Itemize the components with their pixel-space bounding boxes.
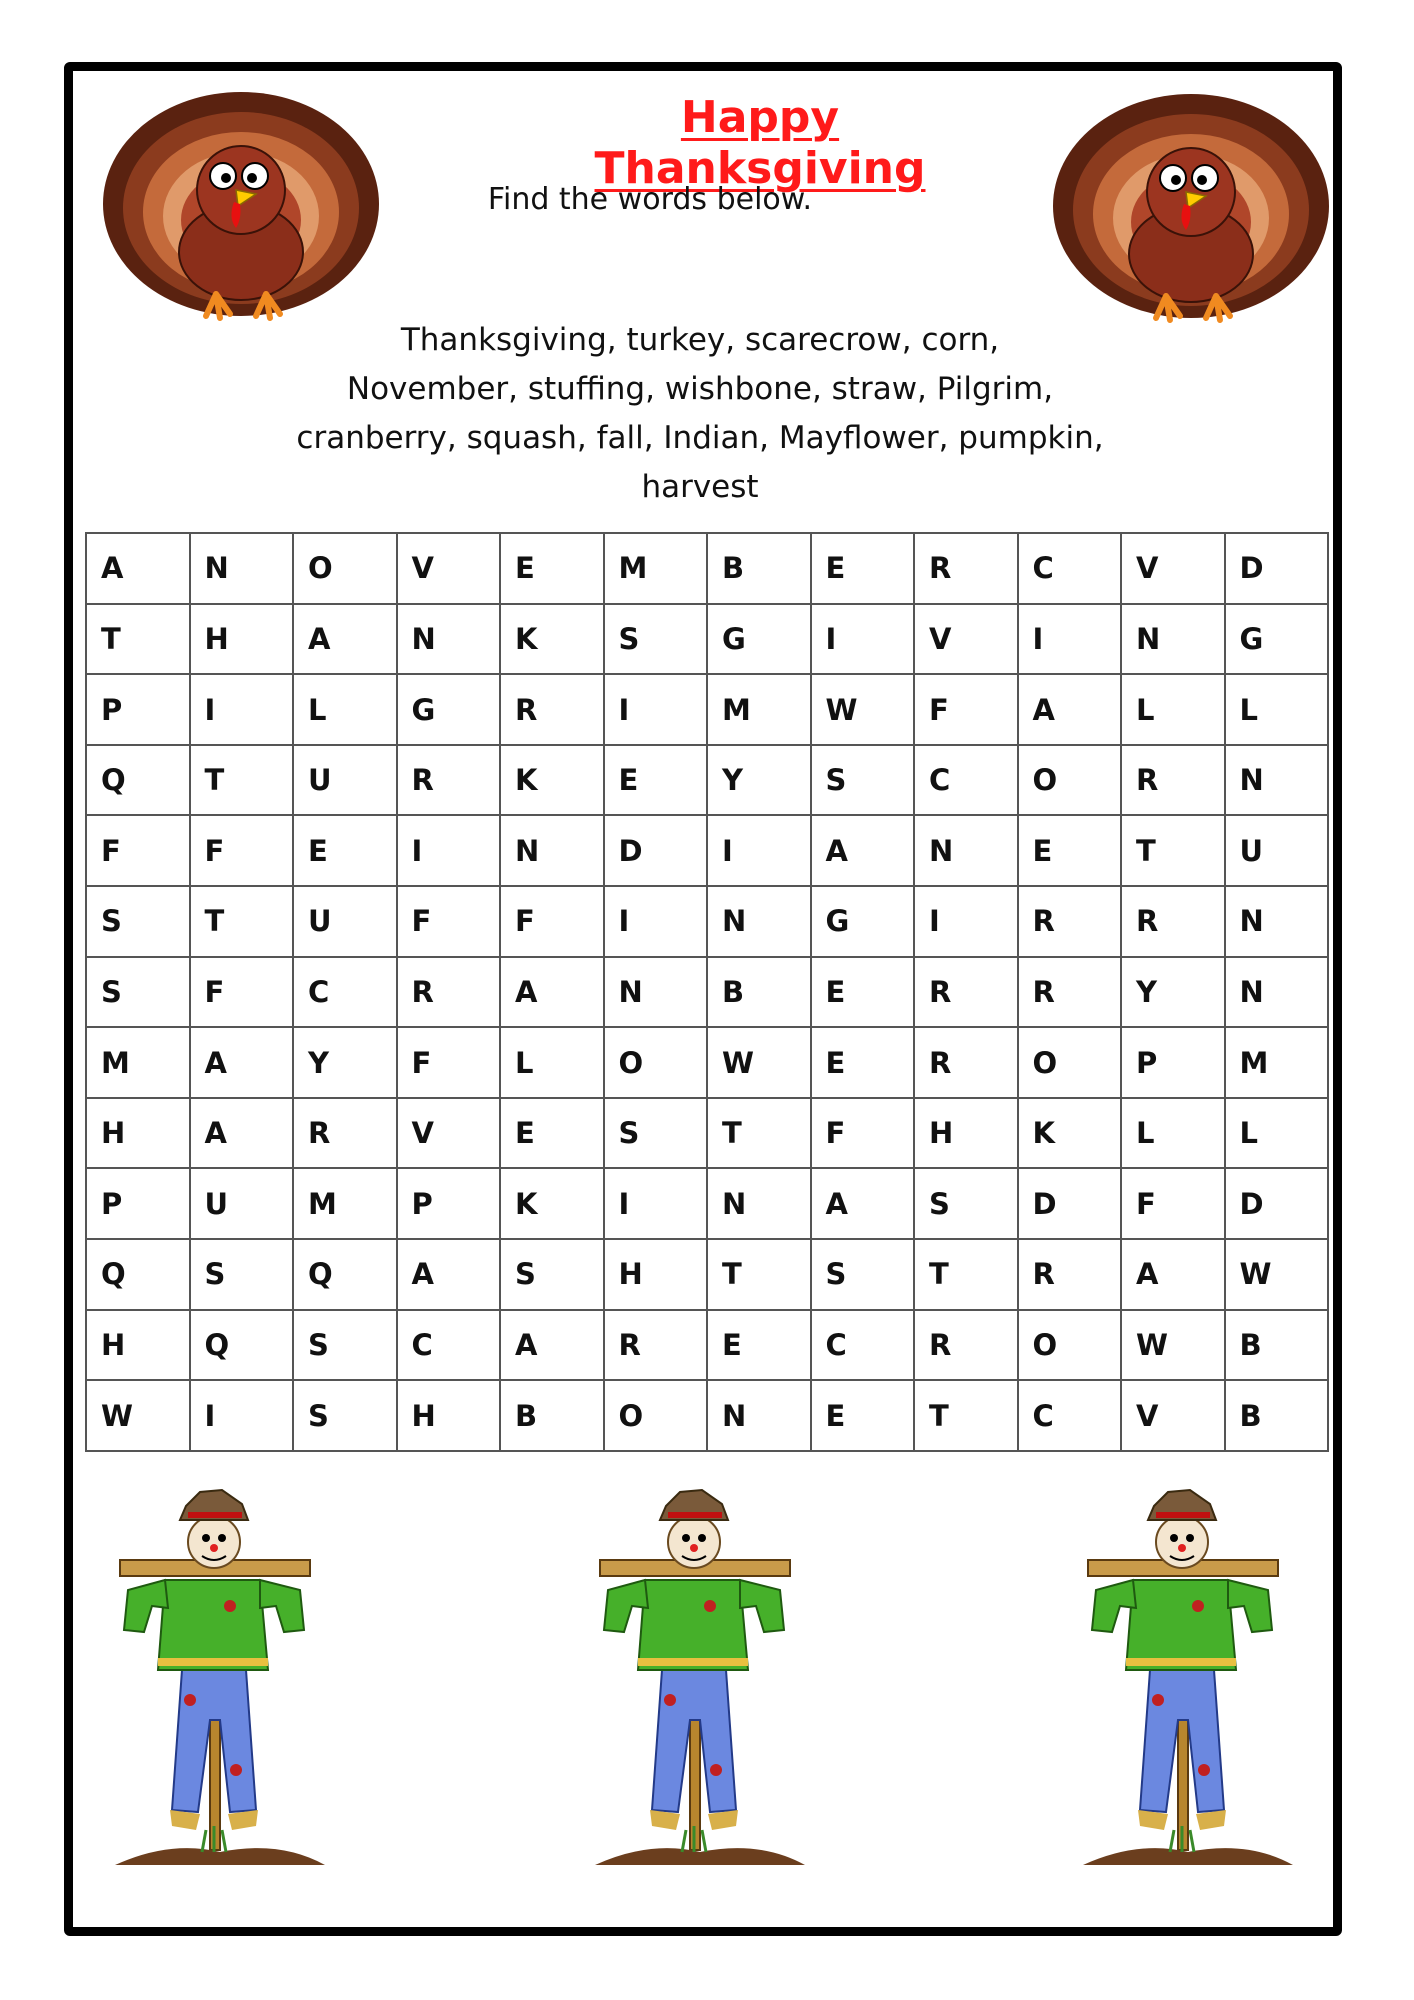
grid-cell: A <box>811 1168 915 1239</box>
grid-row <box>86 745 1328 816</box>
grid-cell: S <box>500 1239 604 1310</box>
grid-cell: S <box>86 957 190 1028</box>
grid-cell: I <box>811 604 915 675</box>
grid-row <box>86 1380 1328 1451</box>
grid-cell: E <box>811 1027 915 1098</box>
grid-cell: C <box>1018 533 1122 604</box>
scarecrow-icon <box>1083 1490 1293 1865</box>
grid-cell: G <box>811 886 915 957</box>
grid-cell: P <box>1121 1027 1225 1098</box>
grid-cell: E <box>500 1098 604 1169</box>
grid-cell: H <box>86 1310 190 1381</box>
grid-cell: D <box>604 815 708 886</box>
grid-cell: S <box>811 745 915 816</box>
grid-cell: R <box>914 1310 1018 1381</box>
grid-cell: S <box>293 1310 397 1381</box>
grid-cell: O <box>1018 1310 1122 1381</box>
grid-cell: Q <box>190 1310 294 1381</box>
grid-cell: B <box>500 1380 604 1451</box>
grid-cell: E <box>293 815 397 886</box>
grid-cell: M <box>604 533 708 604</box>
grid-cell: U <box>190 1168 294 1239</box>
grid-cell: R <box>1121 886 1225 957</box>
grid-cell: O <box>1018 1027 1122 1098</box>
grid-row <box>86 604 1328 675</box>
grid-cell: F <box>86 815 190 886</box>
grid-row <box>86 1168 1328 1239</box>
grid-cell: M <box>293 1168 397 1239</box>
grid-cell: N <box>707 886 811 957</box>
grid-cell: H <box>86 1098 190 1169</box>
grid-cell: L <box>1121 674 1225 745</box>
grid-cell: N <box>190 533 294 604</box>
grid-cell: E <box>811 533 915 604</box>
grid-cell: M <box>707 674 811 745</box>
grid-cell: T <box>707 1098 811 1169</box>
grid-cell: I <box>190 1380 294 1451</box>
grid-cell: N <box>397 604 501 675</box>
grid-cell: I <box>190 674 294 745</box>
grid-cell: C <box>1018 1380 1122 1451</box>
grid-cell: F <box>397 886 501 957</box>
grid-cell: S <box>604 1098 708 1169</box>
grid-cell: A <box>1018 674 1122 745</box>
grid-cell: P <box>86 1168 190 1239</box>
grid-cell: I <box>604 1168 708 1239</box>
grid-cell: N <box>914 815 1018 886</box>
grid-cell: C <box>914 745 1018 816</box>
grid-cell: W <box>707 1027 811 1098</box>
grid-cell: B <box>707 957 811 1028</box>
grid-cell: B <box>1225 1380 1329 1451</box>
grid-cell: I <box>397 815 501 886</box>
grid-cell: C <box>811 1310 915 1381</box>
word-search-grid <box>85 532 1329 1452</box>
grid-cell: L <box>1225 1098 1329 1169</box>
grid-cell: R <box>397 957 501 1028</box>
grid-cell: V <box>1121 533 1225 604</box>
grid-cell: V <box>1121 1380 1225 1451</box>
word-list <box>260 316 1140 512</box>
grid-cell: F <box>811 1098 915 1169</box>
grid-cell: F <box>190 815 294 886</box>
grid-row <box>86 957 1328 1028</box>
grid-cell: R <box>914 533 1018 604</box>
grid-cell: O <box>293 533 397 604</box>
scarecrow-illustration-center <box>590 1480 810 1880</box>
grid-cell: N <box>1225 886 1329 957</box>
grid-cell: H <box>190 604 294 675</box>
grid-cell: Y <box>707 745 811 816</box>
grid-cell: U <box>293 745 397 816</box>
grid-cell: O <box>604 1027 708 1098</box>
grid-cell: N <box>604 957 708 1028</box>
grid-cell: L <box>1225 674 1329 745</box>
grid-row <box>86 674 1328 745</box>
scarecrow-icon <box>115 1490 325 1865</box>
grid-cell: R <box>604 1310 708 1381</box>
grid-cell: B <box>707 533 811 604</box>
grid-cell: C <box>397 1310 501 1381</box>
grid-cell: T <box>1121 815 1225 886</box>
word-list-line: Thanksgiving, turkey, scarecrow, corn, <box>400 322 1000 358</box>
grid-cell: M <box>1225 1027 1329 1098</box>
grid-cell: I <box>604 886 708 957</box>
grid-cell: N <box>707 1380 811 1451</box>
grid-cell: L <box>1121 1098 1225 1169</box>
grid-cell: E <box>811 957 915 1028</box>
grid-cell: R <box>914 957 1018 1028</box>
turkey-icon <box>103 92 379 318</box>
grid-cell: D <box>1225 533 1329 604</box>
grid-cell: R <box>914 1027 1018 1098</box>
grid-cell: E <box>707 1310 811 1381</box>
grid-cell: V <box>397 1098 501 1169</box>
grid-cell: L <box>293 674 397 745</box>
grid-cell: D <box>1225 1168 1329 1239</box>
grid-cell: R <box>500 674 604 745</box>
grid-cell: A <box>190 1098 294 1169</box>
grid-cell: S <box>190 1239 294 1310</box>
grid-cell: I <box>604 674 708 745</box>
grid-cell: G <box>397 674 501 745</box>
grid-cell: A <box>397 1239 501 1310</box>
grid-cell: N <box>500 815 604 886</box>
grid-cell: Q <box>293 1239 397 1310</box>
grid-cell: A <box>500 1310 604 1381</box>
grid-cell: K <box>1018 1098 1122 1169</box>
grid-cell: I <box>914 886 1018 957</box>
grid-cell: F <box>500 886 604 957</box>
turkey-illustration-right <box>1046 84 1336 324</box>
grid-cell: V <box>914 604 1018 675</box>
grid-cell: T <box>190 745 294 816</box>
grid-cell: E <box>811 1380 915 1451</box>
instructions: Find the words below. <box>487 182 813 217</box>
grid-cell: S <box>86 886 190 957</box>
grid-cell: Q <box>86 1239 190 1310</box>
grid-cell: N <box>1225 745 1329 816</box>
grid-cell: T <box>707 1239 811 1310</box>
grid-cell: S <box>293 1380 397 1451</box>
grid-row <box>86 533 1328 604</box>
grid-cell: A <box>190 1027 294 1098</box>
grid-cell: H <box>604 1239 708 1310</box>
grid-cell: F <box>1121 1168 1225 1239</box>
grid-cell: A <box>500 957 604 1028</box>
grid-cell: F <box>914 674 1018 745</box>
grid-cell: Y <box>293 1027 397 1098</box>
scarecrow-illustration-left <box>110 1480 330 1880</box>
grid-cell: E <box>604 745 708 816</box>
word-list-line: November, stuffing, wishbone, straw, Pilgrim, <box>346 371 1054 407</box>
turkey-illustration-left <box>96 82 386 322</box>
grid-cell: A <box>811 815 915 886</box>
grid-cell: K <box>500 1168 604 1239</box>
grid-cell: H <box>914 1098 1018 1169</box>
grid-cell: D <box>1018 1168 1122 1239</box>
grid-cell: R <box>1018 957 1122 1028</box>
grid-cell: I <box>707 815 811 886</box>
grid-cell: T <box>190 886 294 957</box>
grid-row <box>86 886 1328 957</box>
grid-cell: E <box>500 533 604 604</box>
grid-cell: F <box>190 957 294 1028</box>
grid-cell: E <box>1018 815 1122 886</box>
word-list-line: harvest <box>641 469 759 505</box>
grid-row <box>86 1239 1328 1310</box>
page-title: Happy Thanksgiving <box>594 92 926 194</box>
grid-cell: S <box>811 1239 915 1310</box>
grid-cell: O <box>604 1380 708 1451</box>
grid-cell: N <box>1225 957 1329 1028</box>
grid-cell: W <box>811 674 915 745</box>
grid-cell: M <box>86 1027 190 1098</box>
grid-cell: K <box>500 745 604 816</box>
grid-cell: L <box>500 1027 604 1098</box>
grid-row <box>86 1027 1328 1098</box>
grid-cell: P <box>397 1168 501 1239</box>
grid-cell: R <box>293 1098 397 1169</box>
grid-cell: N <box>707 1168 811 1239</box>
grid-cell: O <box>1018 745 1122 816</box>
grid-cell: G <box>707 604 811 675</box>
grid-cell: R <box>1018 1239 1122 1310</box>
grid-cell: R <box>1018 886 1122 957</box>
grid-cell: F <box>397 1027 501 1098</box>
grid-cell: S <box>604 604 708 675</box>
grid-cell: S <box>914 1168 1018 1239</box>
grid-cell: R <box>1121 745 1225 816</box>
grid-cell: Y <box>1121 957 1225 1028</box>
grid-cell: P <box>86 674 190 745</box>
grid-cell: C <box>293 957 397 1028</box>
grid-cell: R <box>397 745 501 816</box>
grid-row <box>86 1098 1328 1169</box>
grid-cell: U <box>1225 815 1329 886</box>
grid-cell: G <box>1225 604 1329 675</box>
grid-cell: N <box>1121 604 1225 675</box>
scarecrow-icon <box>595 1490 805 1865</box>
grid-cell: H <box>397 1380 501 1451</box>
grid-cell: A <box>293 604 397 675</box>
grid-cell: U <box>293 886 397 957</box>
grid-cell: A <box>86 533 190 604</box>
grid-cell: K <box>500 604 604 675</box>
grid-cell: T <box>86 604 190 675</box>
grid-row <box>86 815 1328 886</box>
grid-cell: T <box>914 1239 1018 1310</box>
grid-cell: W <box>1225 1239 1329 1310</box>
grid-cell: W <box>1121 1310 1225 1381</box>
word-list-line: cranberry, squash, fall, Indian, Mayflower, pumpkin, <box>296 420 1104 456</box>
grid-cell: A <box>1121 1239 1225 1310</box>
turkey-icon <box>1053 94 1329 320</box>
grid-cell: W <box>86 1380 190 1451</box>
grid-row <box>86 1310 1328 1381</box>
grid-cell: V <box>397 533 501 604</box>
grid-cell: Q <box>86 745 190 816</box>
grid-cell: I <box>1018 604 1122 675</box>
grid-cell: T <box>914 1380 1018 1451</box>
grid-cell: B <box>1225 1310 1329 1381</box>
scarecrow-illustration-right <box>1078 1480 1298 1880</box>
